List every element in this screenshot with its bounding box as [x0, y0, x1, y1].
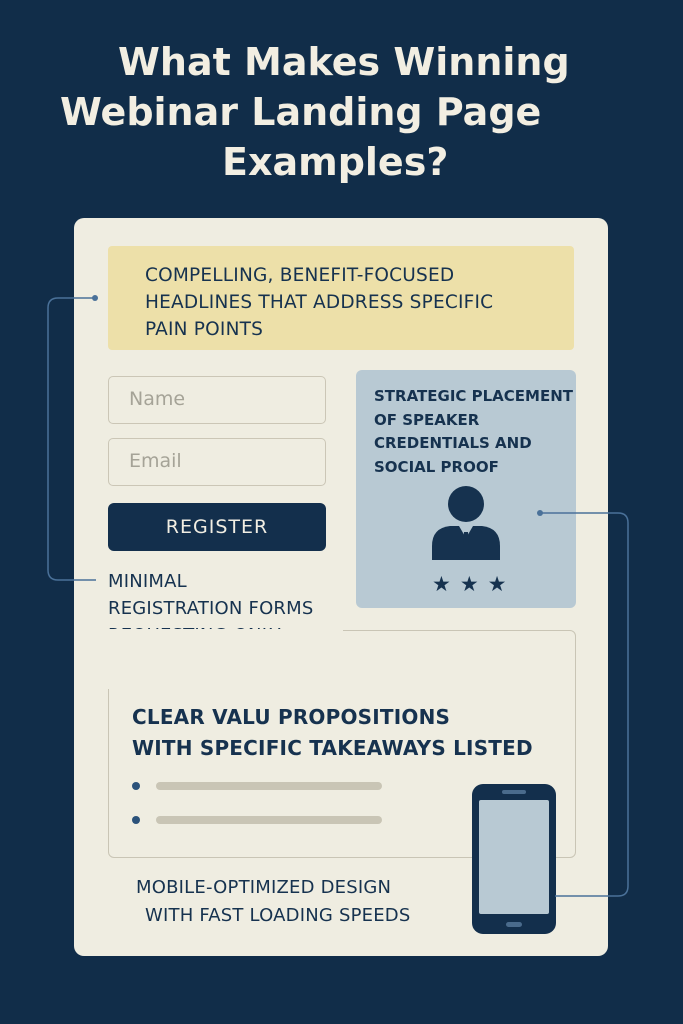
headline-line-1: COMPELLING, BENEFIT-FOCUSED — [145, 265, 455, 286]
mobile-line-2: WITH FAST LOADING SPEEDS — [145, 905, 411, 926]
value-line-2: WITH SPECIFIC TAKEAWAYS LISTED — [132, 736, 533, 760]
speaker-line-3: CREDENTIALS AND — [374, 434, 532, 452]
minimal-line-1: MINIMAL — [108, 571, 187, 592]
email-input[interactable]: Email — [108, 438, 326, 486]
mobile-line-1: MOBILE-OPTIMIZED DESIGN — [136, 877, 392, 898]
value-line-1: CLEAR VALU PROPOSITIONS — [132, 705, 451, 729]
speaker-line-1: STRATEGIC PLACEMENT — [374, 387, 574, 405]
title-line-2: Webinar Landing Page — [60, 90, 542, 134]
title-line-3: Examples? — [222, 140, 449, 184]
minimal-line-2: REGISTRATION FORMS — [108, 598, 314, 619]
title-line-1: What Makes Winning — [118, 40, 570, 84]
register-button[interactable]: REGISTER — [108, 503, 326, 551]
speaker-line-4: SOCIAL PROOF — [374, 457, 499, 476]
name-input[interactable]: Name — [108, 376, 326, 424]
headline-line-2: HEADLINES THAT ADDRESS SPECIFIC — [145, 292, 494, 313]
speaker-line-2: OF SPEAKER — [374, 410, 480, 429]
rating-stars: ★★★ — [432, 572, 516, 596]
headline-line-3: PAIN POINTS — [145, 319, 264, 340]
